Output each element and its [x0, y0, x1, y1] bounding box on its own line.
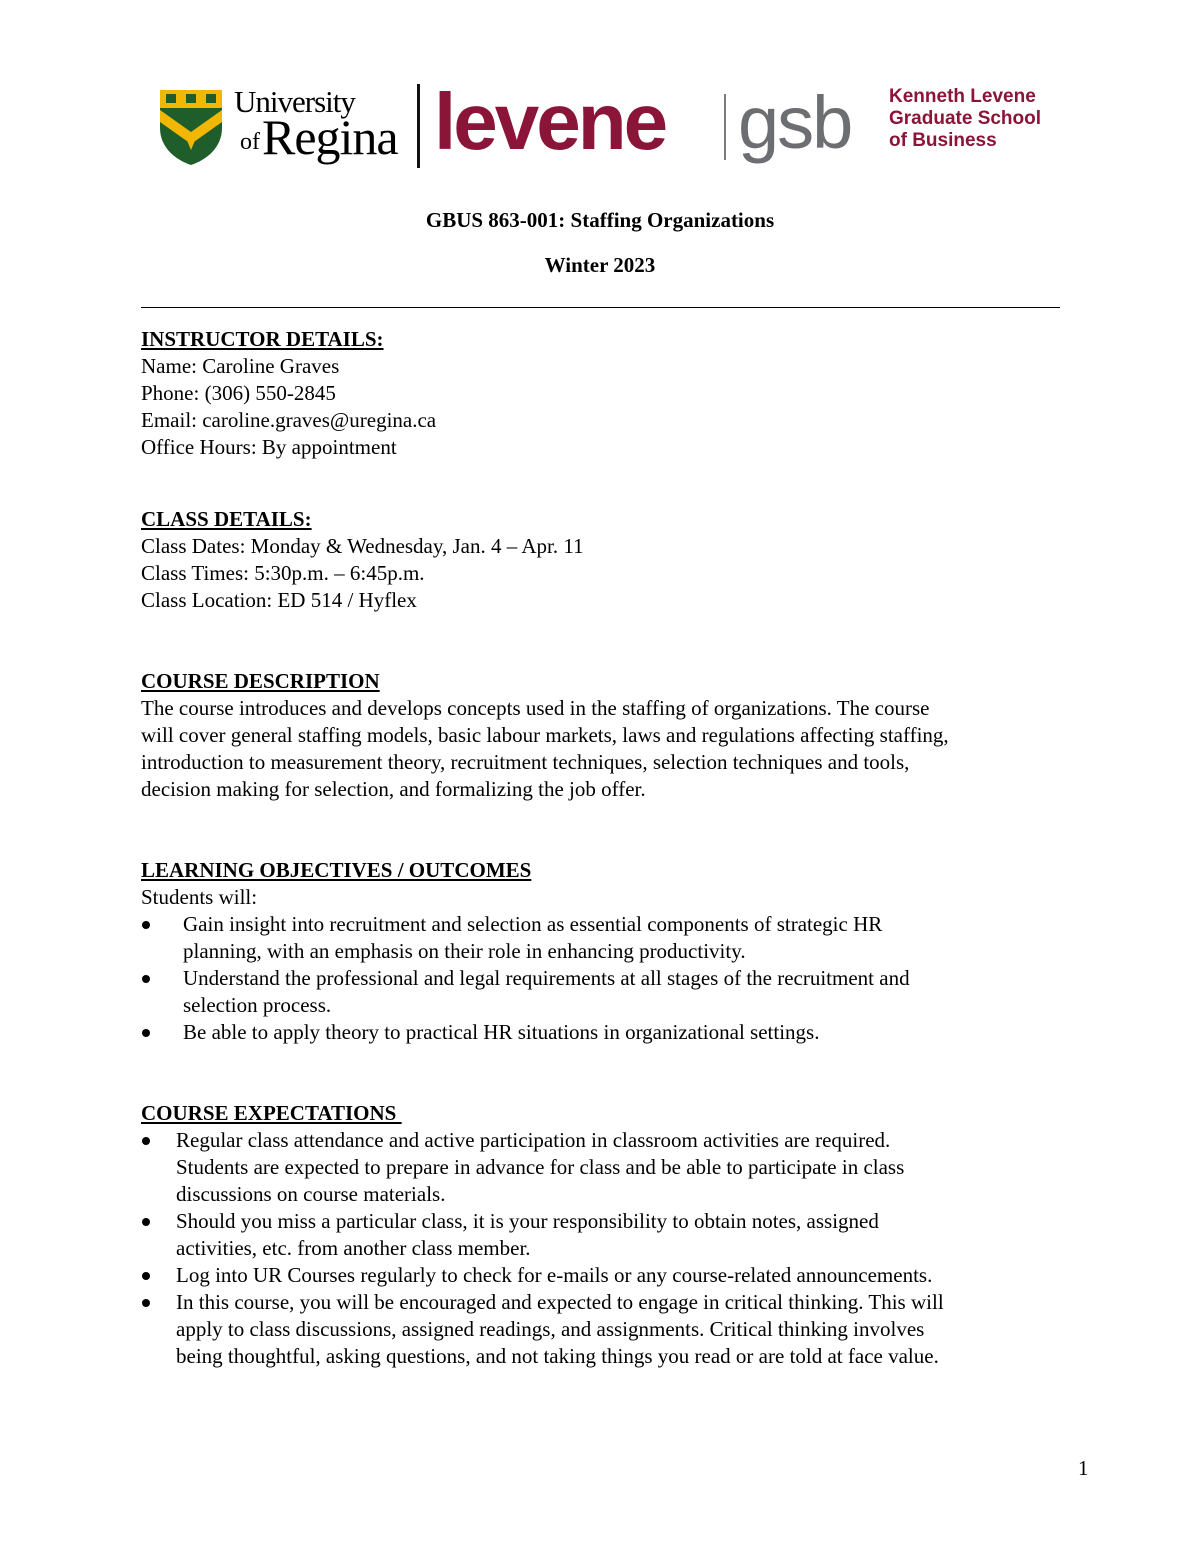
list-item: [141, 1019, 1061, 1046]
course-description-line: decision making for selection, and formalizing the job offer.: [141, 777, 646, 801]
bullet-icon: [142, 1218, 150, 1226]
list-item: [141, 1208, 1061, 1262]
instructor-phone: Phone: (306) 550-2845: [141, 381, 336, 405]
list-item-line: Regular class attendance and active participation in classroom activities are required.: [176, 1128, 891, 1152]
list-item-line: In this course, you will be encouraged and expected to engage in critical thinking. This will: [176, 1290, 944, 1314]
school-name-block: [889, 86, 1041, 152]
bullet-icon: [142, 1029, 150, 1037]
title-divider: [141, 307, 1060, 308]
bullet-icon: [142, 1272, 150, 1280]
learning-objectives-section: [141, 857, 1061, 1046]
levene-logo: levene: [434, 77, 666, 166]
learning-objectives-intro: Students will:: [141, 885, 258, 909]
list-item-line: discussions on course materials.: [176, 1182, 446, 1206]
gsb-logo: gsb: [738, 81, 852, 164]
learning-objectives-heading: LEARNING OBJECTIVES / OUTCOMES: [141, 858, 532, 882]
document-body: [141, 326, 1061, 1370]
course-description-section: [141, 668, 1061, 803]
spacer: [141, 1046, 1061, 1100]
list-item-line: planning, with an emphasis on their role in enhancing productivity.: [183, 939, 746, 963]
term-title: Winter 2023: [544, 253, 656, 277]
bullet-icon: [142, 1137, 150, 1145]
course-description-heading: COURSE DESCRIPTION: [141, 669, 380, 693]
class-times: Class Times: 5:30p.m. – 6:45p.m.: [141, 561, 425, 585]
page-number: 1: [1078, 1456, 1089, 1480]
spacer: [141, 614, 1061, 668]
instructor-email: Email: caroline.graves@uregina.ca: [141, 408, 437, 432]
school-name-line: Graduate School: [889, 108, 1042, 129]
class-dates: Class Dates: Monday & Wednesday, Jan. 4 – Apr. 11: [141, 534, 584, 558]
instructor-office-hours: Office Hours: By appointment: [141, 435, 397, 459]
list-item: [141, 1127, 1061, 1208]
course-description-line: The course introduces and develops concepts used in the staffing of organizations. The course: [141, 696, 930, 720]
regina-word: Regina: [262, 109, 398, 165]
university-shield-icon: [158, 88, 224, 166]
header-logos: [158, 77, 1048, 170]
list-item-line: Understand the professional and legal requirements at all stages of the recruitment and: [183, 966, 910, 990]
university-word: University: [234, 84, 355, 119]
university-of-regina-logo: [234, 82, 404, 168]
list-item-line: Log into UR Courses regularly to check for e-mails or any course-related announcements.: [176, 1263, 933, 1287]
instructor-name: Name: Caroline Graves: [141, 354, 340, 378]
school-name-line: of Business: [889, 130, 997, 151]
course-description-line: introduction to measurement theory, recruitment techniques, selection techniques and tools,: [141, 750, 910, 774]
list-item: [141, 1262, 1061, 1289]
course-expectations-section: [141, 1100, 1061, 1370]
list-item-line: selection process.: [183, 993, 332, 1017]
bullet-icon: [142, 1299, 150, 1307]
course-description-line: will cover general staffing models, basic labour markets, laws and regulations affecting staffing,: [141, 723, 949, 747]
spacer: [141, 461, 1061, 506]
school-name-line: Kenneth Levene: [889, 86, 1036, 107]
course-title: GBUS 863-001: Staffing Organizations: [425, 208, 775, 232]
class-details-section: [141, 506, 1061, 614]
instructor-section: [141, 326, 1061, 461]
logo-divider: [417, 84, 420, 168]
list-item-line: Gain insight into recruitment and selection as essential components of strategic HR: [183, 912, 883, 936]
course-expectations-heading: COURSE EXPECTATIONS: [141, 1101, 402, 1125]
learning-objectives-list: [141, 911, 1061, 1046]
list-item-line: Should you miss a particular class, it is your responsibility to obtain notes, assigned: [176, 1209, 879, 1233]
instructor-heading: INSTRUCTOR DETAILS:: [141, 327, 384, 351]
class-location: Class Location: ED 514 / Hyflex: [141, 588, 417, 612]
spacer: [141, 803, 1061, 857]
list-item-line: apply to class discussions, assigned readings, and assignments. Critical thinking involves: [176, 1317, 925, 1341]
bullet-icon: [142, 975, 150, 983]
class-details-heading: CLASS DETAILS:: [141, 507, 312, 531]
list-item-line: Students are expected to prepare in advance for class and be able to participate in class: [176, 1155, 905, 1179]
list-item: [141, 965, 1061, 1019]
list-item: [141, 911, 1061, 965]
list-item: [141, 1289, 1061, 1370]
list-item-line: being thoughtful, asking questions, and not taking things you read or are told at face value.: [176, 1344, 939, 1368]
course-expectations-list: [141, 1127, 1061, 1370]
logo-divider-gray: [724, 94, 726, 160]
bullet-icon: [142, 921, 150, 929]
list-item-line: activities, etc. from another class member.: [176, 1236, 531, 1260]
list-item-line: Be able to apply theory to practical HR situations in organizational settings.: [183, 1020, 820, 1044]
of-word: of: [240, 129, 260, 155]
